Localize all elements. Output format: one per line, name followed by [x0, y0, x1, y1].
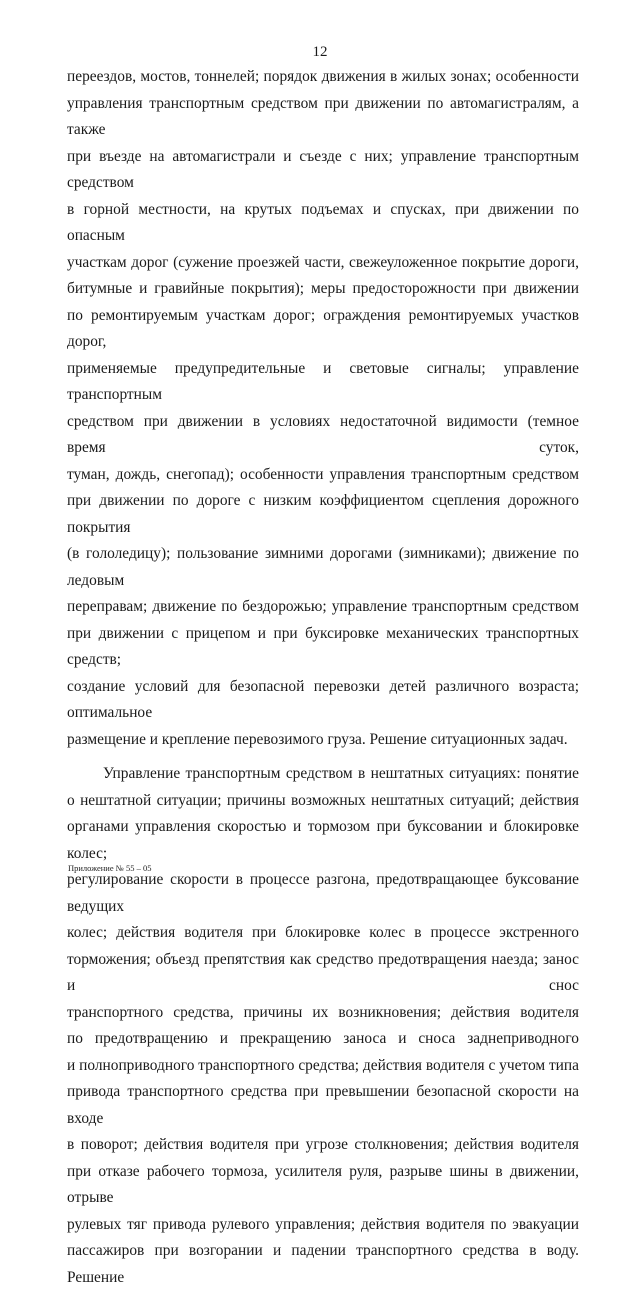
text-line: переездов, мостов, тоннелей; порядок движения в жилых зонах; особенности [67, 68, 579, 85]
text-line: размещение и крепление перевозимого груза. Решение ситуационных задач. [67, 730, 568, 748]
text-line: в поворот; действия водителя при угрозе столкновения; действия водителя [67, 1136, 579, 1153]
body-text [67, 64, 579, 1291]
text-line: о нештатной ситуации; причины возможных нештатных ситуаций; действия [67, 791, 579, 809]
text-line: колес; действия водителя при блокировке колес в процессе экстренного [67, 924, 579, 941]
paragraph-1 [67, 64, 579, 753]
text-line: по ремонтируемым участкам дорог; ограждения ремонтируемых участков дорог, [67, 306, 579, 350]
text-line: туман, дождь, снегопад); особенности управления транспортным средством [67, 465, 579, 483]
page-number: 12 [312, 44, 328, 60]
text-line: средством при движении в условиях недостаточной видимости (темное время суток, [67, 412, 579, 456]
text-line: участкам дорог (сужение проезжей части, свежеуложенное покрытие дороги, [67, 253, 579, 271]
text-line: создание условий для безопасной перевозки детей различного возраста; оптимальное [67, 677, 579, 721]
text-line: регулирование скорости в процессе разгона, предотвращающее буксование ведущих [67, 871, 579, 915]
text-line: и полноприводного транспортного средства; действия водителя с учетом типа [67, 1056, 579, 1074]
text-line: битумные и гравийные покрытия); меры предосторожности при движении [67, 280, 579, 297]
text-line: по предотвращению и прекращению заноса и сноса заднеприводного [67, 1030, 579, 1047]
text-line: при въезде на автомагистрали и съезде с них; управление транспортным средством [67, 147, 579, 191]
text-line: управления транспортным средством при движении по автомагистралям, а также [67, 94, 579, 138]
paragraph-spacer [67, 753, 579, 761]
text-line: привода транспортного средства при превышении безопасной скорости на входе [67, 1083, 579, 1127]
text-line: в горной местности, на крутых подъемах и спусках, при движении по опасным [67, 200, 579, 244]
text-line: (в гололедицу); пользование зимними дорогами (зимниками); движение по ледовым [67, 545, 579, 589]
text-line: транспортного средства, причины их возникновения; действия водителя [67, 1003, 579, 1021]
footer-note: Приложение № 55 – 05 [68, 863, 152, 873]
text-line: при движении по дороге с низким коэффициентом сцепления дорожного покрытия [67, 492, 579, 536]
text-line: переправам; движение по бездорожью; управление транспортным средством [67, 598, 579, 615]
text-line: пассажиров при возгорании и падении транспортного средства в воду. Решение [67, 1242, 579, 1286]
text-line: при движении с прицепом и при буксировке механических транспортных средств; [67, 624, 579, 668]
text-line: органами управления скоростью и тормозом при буксовании и блокировке колес; [67, 818, 579, 862]
text-line: торможения; объезд препятствия как средство предотвращения наезда; занос и снос [67, 950, 579, 994]
text-line: Управление транспортным средством в нештатных ситуациях: понятие [103, 765, 579, 782]
text-line: применяемые предупредительные и световые сигналы; управление транспортным [67, 359, 579, 403]
text-line: рулевых тяг привода рулевого управления; действия водителя по эвакуации [67, 1215, 579, 1233]
paragraph-2 [67, 761, 579, 1291]
text-line: при отказе рабочего тормоза, усилителя руля, разрыве шины в движении, отрыве [67, 1162, 579, 1206]
